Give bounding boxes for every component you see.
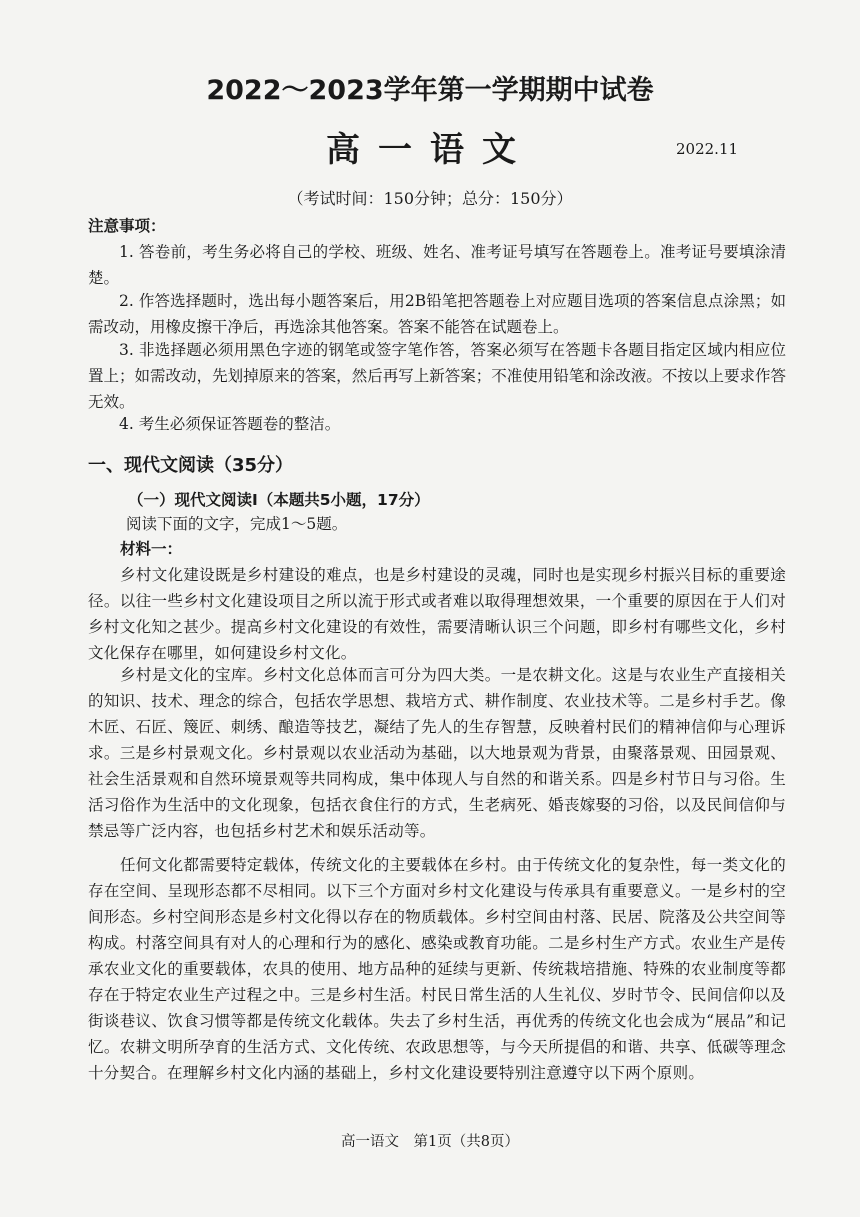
exam-date: 2022.11 (676, 140, 739, 158)
notice-item-2: 2. 作答选择题时，选出每小题答案后，用2B铅笔把答题卷上对应题目选项的答案信息点涂黑；如需改动，用橡皮擦干净后，再选涂其他答案。答案不能答在试题卷上。 (88, 292, 786, 336)
exam-title: 2022～2023学年第一学期期中试卷 (206, 75, 654, 106)
exam-info: （考试时间：150分钟；总分：150分） (287, 189, 573, 208)
section-heading: 一、现代文阅读（35分） (88, 455, 294, 476)
material-label: 材料一： (120, 539, 183, 558)
page-footer: 高一语文 第1页（共8页） (341, 1134, 519, 1150)
material-paragraph-2: 乡村是文化的宝库。乡村文化总体而言可分为四大类。一是农耕文化。这是与农业生产直接相关的知识、技术、理念的综合，包括农学思想、栽培方式、耕作制度、农业技术等。二是乡村手艺。像木匠、石匠、篾匠、刺绣、酿造等技艺，凝结了先人的生存智慧，反映着村民们的精神信仰与心理诉求。三是乡村景观文化。乡村景观以农业活动为基础，以大地景观为背景，由聚落景观、田园景观、社会生活景观和自然环境景观等共同构成，集中体现人与自然的和谐关系。四是乡村节日与习俗。生活习俗作为生活中的文化现象，包括衣食住行的方式，生老病死、婚丧嫁娶的习俗，以及民间信仰与禁忌等广泛内容，也包括乡村艺术和娱乐活动等。 (88, 666, 786, 840)
notice-item-1: 1. 答卷前，考生务必将自己的学校、班级、姓名、准考证号填写在答题卷上。准考证号要填涂清楚。 (88, 243, 786, 287)
notice-item-3: 3. 非选择题必须用黑色字迹的钢笔或签字笔作答，答案必须写在答题卡各题目指定区域内相应位置上；如需改动，先划掉原来的答案，然后再写上新答案；不准使用铅笔和涂改液。不按以上要求作答无效。 (88, 341, 786, 411)
notice-heading: 注意事项： (88, 216, 166, 235)
material-paragraph-3: 任何文化都需要特定载体，传统文化的主要载体在乡村。由于传统文化的复杂性，每一类文化的存在空间、呈现形态都不尽相同。以下三个方面对乡村文化建设与传承具有重要意义。一是乡村的空间形态。乡村空间形态是乡村文化得以存在的物质载体。乡村空间由村落、民居、院落及公共空间等构成。村落空间具有对人的心理和行为的感化、感染或教育功能。二是乡村生产方式。农业生产是传承农业文化的重要载体，农具的使用、地方品种的延续与更新、传统栽培措施、特殊的农业制度等都存在于特定农业生产过程之中。三是乡村生活。村民日常生活的人生礼仪、岁时节令、民间信仰以及街谈巷议、饮食习惯等都是传统文化载体。失去了乡村生活，再优秀的传统文化也会成为“展品”和记忆。农耕文明所孕育的生活方式、文化传统、农政思想等，与今天所提倡的和谐、共享、低碳等理念十分契合。在理解乡村文化内涵的基础上，乡村文化建设要特别注意遵守以下两个原则。 (88, 856, 786, 1082)
subsection-heading: （一）现代文阅读Ⅰ（本题共5小题，17分） (128, 491, 430, 509)
reading-instruction: 阅读下面的文字，完成1～5题。 (126, 515, 348, 533)
notice-item-4: 4. 考生必须保证答题卷的整洁。 (119, 415, 341, 433)
subject-title: 高一语文 (326, 130, 534, 170)
material-paragraph-1: 乡村文化建设既是乡村建设的难点，也是乡村建设的灵魂，同时也是实现乡村振兴目标的重要途径。以往一些乡村文化建设项目之所以流于形式或者难以取得理想效果，一个重要的原因在于人们对乡村文化知之甚少。提高乡村文化建设的有效性，需要清晰认识三个问题，即乡村有哪些文化，乡村文化保存在哪里，如何建设乡村文化。 (88, 566, 786, 662)
